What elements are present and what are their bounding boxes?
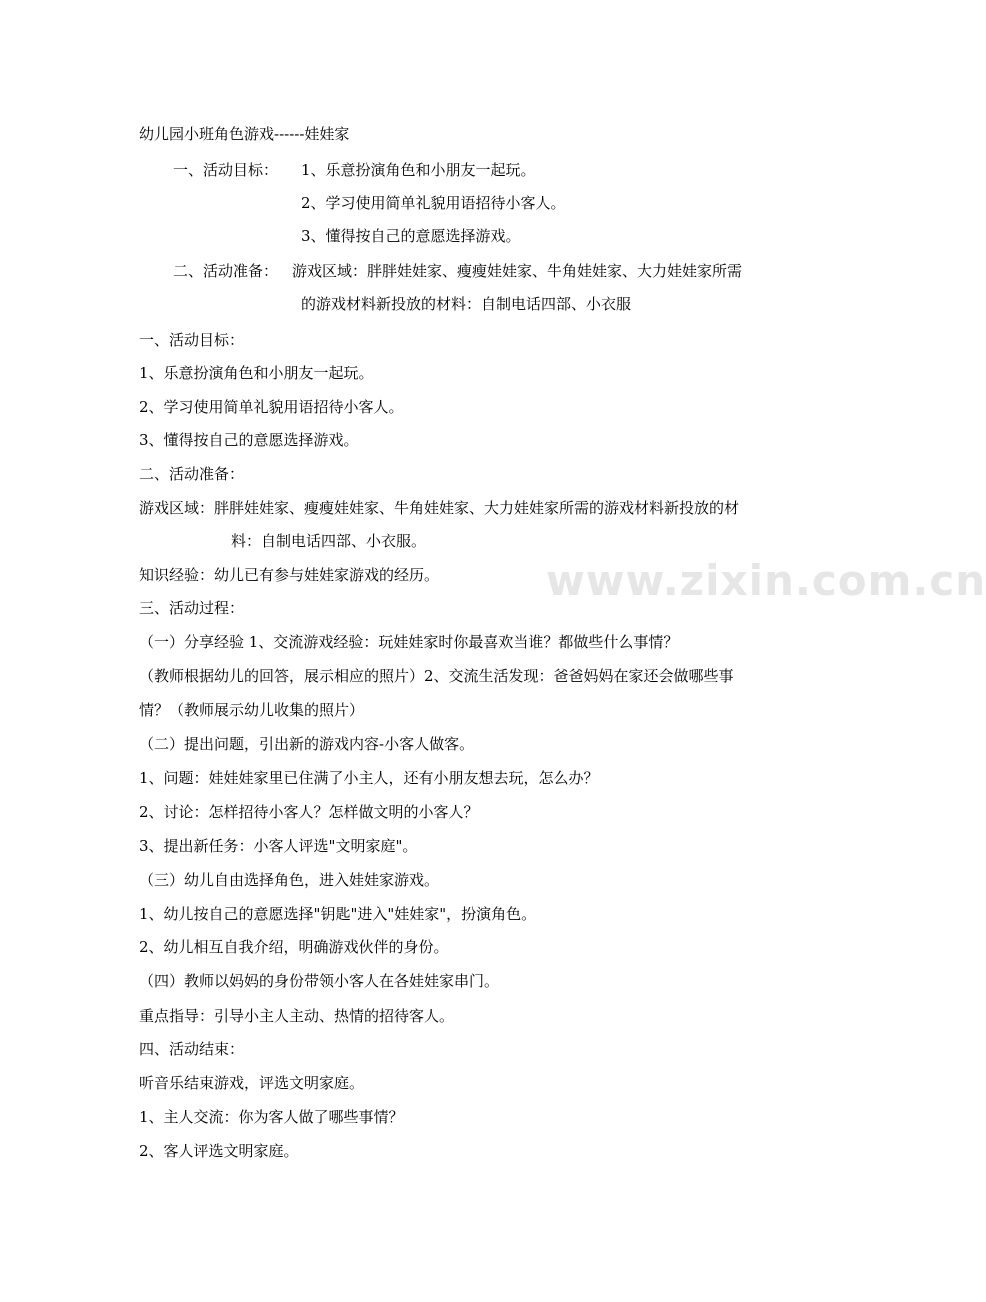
watermark: www.zixin.com.cn [546,556,986,605]
section-heading-preparation: 二、活动准备： [139,465,245,483]
body-line: 1、幼儿按自己的意愿选择"钥匙"进入"娃娃家"，扮演角色。 [139,905,537,923]
body-line: 2、学习使用简单礼貌用语招待小客人。 [139,398,404,416]
summary-goal-1: 1、乐意扮演角色和小朋友一起玩。 [301,161,536,179]
summary-prep-line-1: 游戏区域：胖胖娃娃家、瘦瘦娃娃家、牛角娃娃家、大力娃娃家所需 [292,262,743,280]
summary-prep-line-2: 的游戏材料新投放的材料：自制电话四部、小衣服 [301,295,632,313]
body-line: 情？（教师展示幼儿收集的照片） [139,701,365,719]
body-line: 2、讨论：怎样招待小客人？怎样做文明的小客人？ [139,803,479,821]
body-line: 3、提出新任务：小客人评选"文明家庭"。 [139,837,418,855]
document-title: 幼儿园小班角色游戏------娃娃家 [139,125,350,143]
section-heading-goals: 一、活动目标： [139,331,245,349]
body-line: 1、主人交流：你为客人做了哪些事情？ [139,1108,404,1126]
body-line: 1、问题：娃娃娃家里已住满了小主人，还有小朋友想去玩，怎么办？ [139,769,599,787]
summary-prep-label: 二、活动准备： [173,262,279,280]
body-line: （一）分享经验 1、交流游戏经验：玩娃娃家时你最喜欢当谁？都做些什么事情？ [139,633,679,651]
body-line: （二）提出问题，引出新的游戏内容-小客人做客。 [139,735,475,753]
body-line: 重点指导：引导小主人主动、热情的招待客人。 [139,1007,455,1025]
body-line: 2、客人评选文明家庭。 [139,1142,299,1160]
body-line: （四）教师以妈妈的身份带领小客人在各娃娃家串门。 [139,972,500,990]
body-line: （三）幼儿自由选择角色，进入娃娃家游戏。 [139,871,440,889]
section-heading-process: 三、活动过程： [139,599,245,617]
body-line: 1、乐意扮演角色和小朋友一起玩。 [139,364,374,382]
body-line: 2、幼儿相互自我介绍，明确游戏伙伴的身份。 [139,938,449,956]
summary-goal-3: 3、懂得按自己的意愿选择游戏。 [301,227,521,245]
body-line: （教师根据幼儿的回答，展示相应的照片）2、交流生活发现：爸爸妈妈在家还会做哪些事 [139,667,734,685]
body-line: 3、懂得按自己的意愿选择游戏。 [139,431,359,449]
body-line: 知识经验：幼儿已有参与娃娃家游戏的经历。 [139,566,440,584]
section-heading-conclusion: 四、活动结束： [139,1040,245,1058]
body-line: 料：自制电话四部、小衣服。 [231,532,427,550]
body-line: 听音乐结束游戏，评选文明家庭。 [139,1074,365,1092]
summary-goal-2: 2、学习使用简单礼貌用语招待小客人。 [301,194,566,212]
summary-goals-label: 一、活动目标： [173,161,279,179]
body-line: 游戏区域：胖胖娃娃家、瘦瘦娃娃家、牛角娃娃家、大力娃娃家所需的游戏材料新投放的材 [139,499,740,517]
